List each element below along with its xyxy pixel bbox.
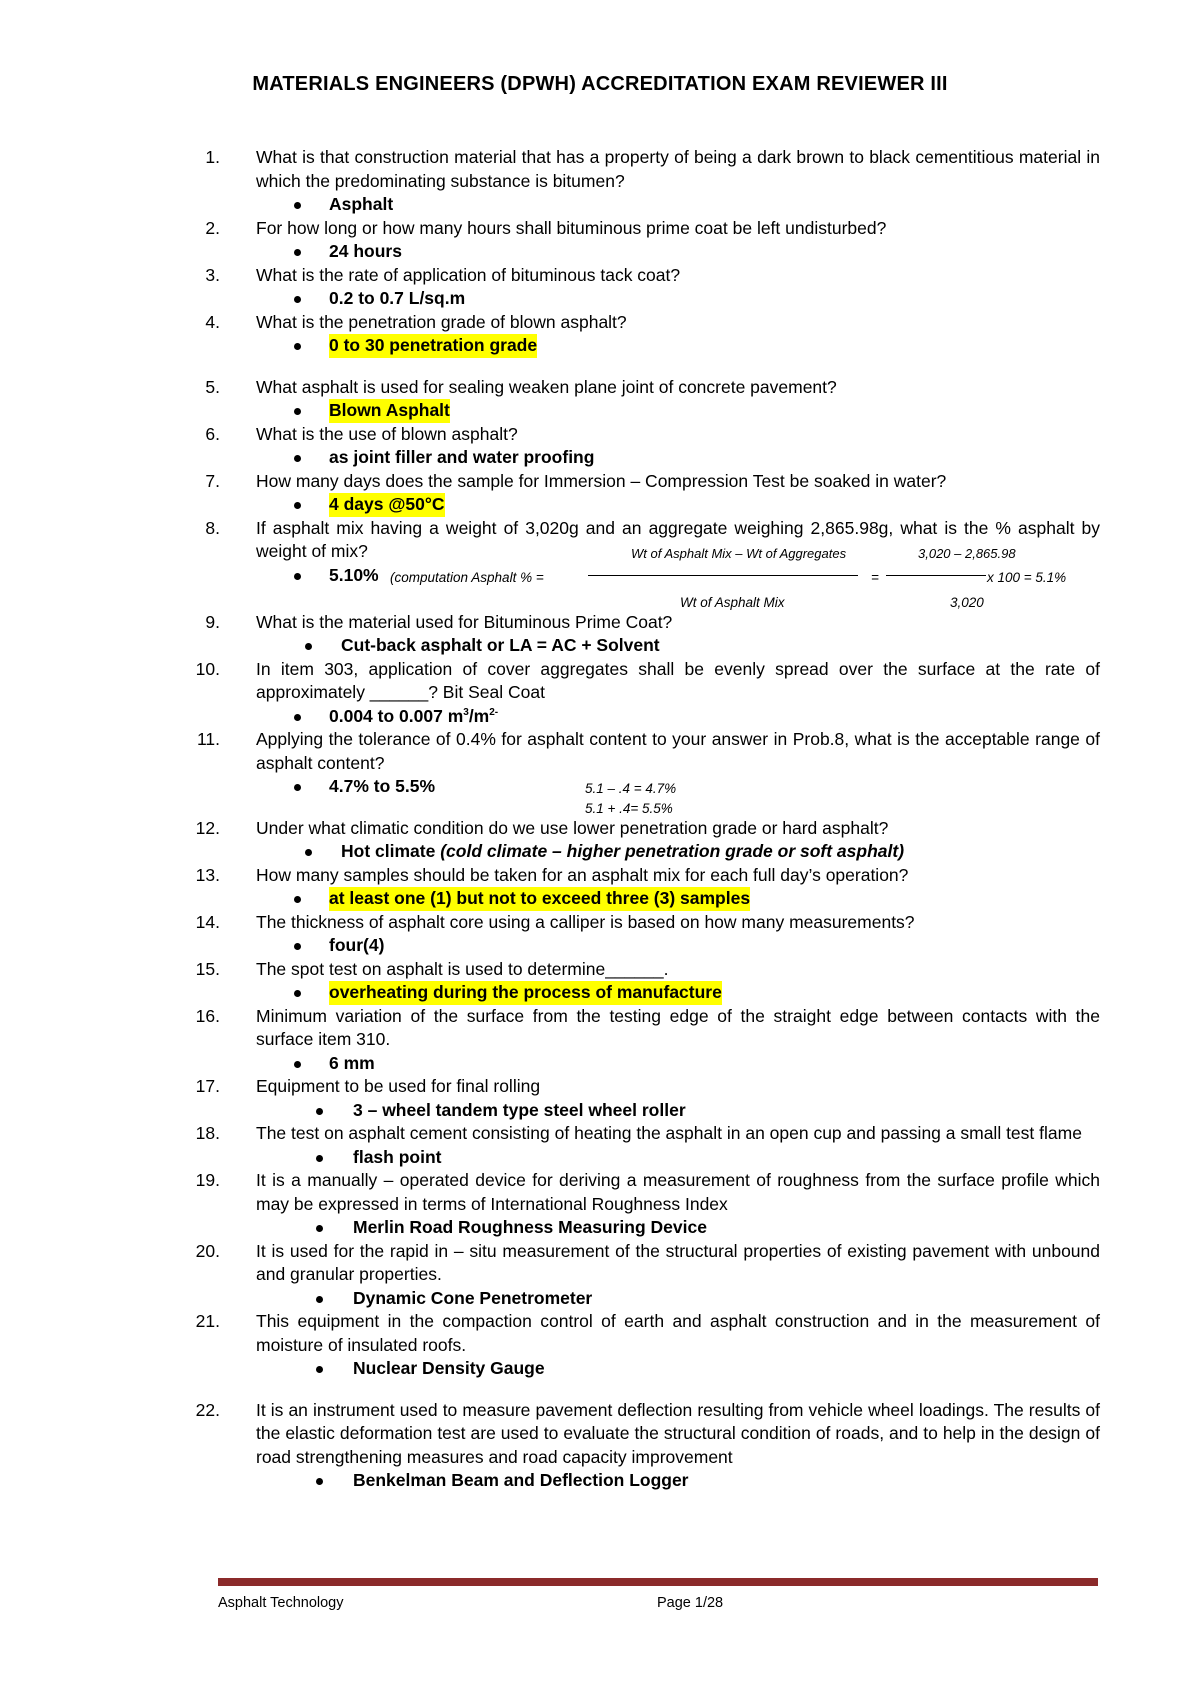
question-text: If asphalt mix having a weight of 3,020g and an aggregate weighing 2,865.98g, what is the % asphalt by weight of mix? xyxy=(256,517,1100,561)
answer-item xyxy=(0,446,1200,470)
footer-document-name: Asphalt Technology xyxy=(218,1595,344,1611)
answer-item xyxy=(0,193,1200,217)
question-text: It is a manually – operated device for deriving a measurement of roughness from the surface profile which may be expressed in terms of International Roughness Index xyxy=(256,1170,1100,1214)
answer-item xyxy=(0,1357,1200,1381)
question-item xyxy=(0,1399,1200,1470)
question-item xyxy=(0,217,1200,241)
bullet-icon xyxy=(294,343,301,350)
tolerance-calc: 5.1 – .4 = 4.7% xyxy=(585,781,677,796)
question-item xyxy=(0,376,1200,400)
question-number: 19. xyxy=(195,1170,220,1190)
question-number: 10. xyxy=(195,658,220,679)
question-item xyxy=(0,264,1200,288)
answer-text: Dynamic Cone Penetrometer xyxy=(353,1287,593,1308)
question-number: 5. xyxy=(205,376,220,397)
question-text: What is the penetration grade of blown asphalt? xyxy=(256,311,627,332)
answer-text: Benkelman Beam and Deflection Logger xyxy=(353,1470,689,1490)
answer-item xyxy=(0,887,1200,911)
question-text: This equipment in the compaction control of earth and asphalt construction and in the measurement of moisture of insulated roofs. xyxy=(256,1311,1100,1355)
answer-text: 6 mm xyxy=(329,1052,375,1073)
bullet-icon xyxy=(294,943,301,950)
answer-text: four(4) xyxy=(329,935,385,955)
question-number: 18. xyxy=(195,1123,220,1143)
bullet-icon xyxy=(316,1225,323,1232)
question-text: How many days does the sample for Immersion – Compression Test be soaked in water? xyxy=(256,470,947,491)
computation-denominator: Wt of Asphalt Mix xyxy=(680,595,785,610)
question-number: 12. xyxy=(195,817,220,838)
question-text: What asphalt is used for sealing weaken plane joint of concrete pavement? xyxy=(256,376,837,397)
bullet-icon xyxy=(294,990,301,997)
answer-item xyxy=(0,1099,1200,1123)
question-text: What is the use of blown asphalt? xyxy=(256,423,518,444)
answer-item xyxy=(0,1469,1200,1493)
answer-item xyxy=(0,1052,1200,1076)
answer-text: 0.004 to 0.007 $m^3/m^{2-}$ xyxy=(329,705,499,726)
question-number: 21. xyxy=(195,1311,220,1331)
question-text: How many samples should be taken for an asphalt mix for each full day’s operation? xyxy=(256,864,909,885)
computation-result: x 100 = 5.1% xyxy=(987,569,1067,585)
bullet-icon xyxy=(294,296,301,303)
answer-item xyxy=(0,564,1200,588)
question-text: For how long or how many hours shall bituminous prime coat be left undisturbed? xyxy=(256,217,887,238)
question-item xyxy=(0,728,1200,775)
question-item xyxy=(0,311,1200,335)
question-item xyxy=(0,817,1200,841)
answer-item xyxy=(0,334,1200,358)
answer-text: 3 – wheel tandem type steel wheel roller xyxy=(353,1099,686,1120)
answer-item xyxy=(0,1146,1200,1170)
question-number: 22. xyxy=(195,1399,220,1420)
question-number: 13. xyxy=(195,864,220,885)
answer-text: 24 hours xyxy=(329,241,402,261)
computation-denominator-row xyxy=(0,587,1200,611)
question-number: 4. xyxy=(205,311,220,332)
bullet-icon xyxy=(294,784,301,791)
question-text: What is the rate of application of bituminous tack coat? xyxy=(256,264,681,285)
question-item xyxy=(0,1240,1200,1287)
answer-item xyxy=(0,934,1200,958)
bullet-icon xyxy=(294,1061,301,1068)
answer-text: Merlin Road Roughness Measuring Device xyxy=(353,1217,707,1237)
answer-text: Nuclear Density Gauge xyxy=(353,1358,545,1378)
answer-text: overheating during the process of manufacture xyxy=(329,981,722,1005)
question-number: 9. xyxy=(205,611,220,632)
tolerance-calc: 5.1 + .4= 5.5% xyxy=(585,800,673,816)
answer-text: 5.10% xyxy=(329,564,379,585)
fraction-line xyxy=(588,575,858,576)
answer-text: Cut-back asphalt or LA = AC + Solvent xyxy=(341,635,660,655)
answer-text: flash point xyxy=(353,1146,442,1167)
answer-item xyxy=(0,775,1200,799)
question-number: 6. xyxy=(205,423,220,444)
question-text: It is an instrument used to measure pavement deflection resulting from vehicle wheel loadings. The results of the elastic deformation test are used to evaluate the structural condition of roads, and to help in the design of road strengthening measures and road capacity improvement xyxy=(256,1399,1100,1467)
question-text: Minimum variation of the surface from the testing edge of the straight edge between contacts with the surface item 310. xyxy=(256,1005,1100,1049)
question-item xyxy=(0,1310,1200,1357)
question-text: In item 303, application of cover aggregates shall be evenly spread over the surface at the rate of approximately ______? Bit Seal Coat xyxy=(256,658,1100,702)
question-item xyxy=(0,658,1200,705)
question-item xyxy=(0,611,1200,635)
footer-page-number: Page 1/28 xyxy=(657,1595,724,1611)
fraction-line xyxy=(886,575,986,576)
answer-item xyxy=(0,840,1200,864)
bullet-icon xyxy=(294,714,301,721)
footer-divider xyxy=(218,1578,1098,1586)
question-number: 16. xyxy=(195,1005,220,1026)
answer-item xyxy=(0,1216,1200,1240)
question-number: 11. xyxy=(196,729,220,749)
answer-text: 4 days @50°C xyxy=(329,493,445,517)
computation-equals: = xyxy=(871,569,879,585)
document-title: MATERIALS ENGINEERS (DPWH) ACCREDITATION EXAM REVIEWER III xyxy=(252,73,948,95)
bullet-icon xyxy=(294,896,301,903)
bullet-icon xyxy=(316,1296,323,1303)
bullet-icon xyxy=(294,408,301,415)
question-list xyxy=(0,146,1200,1493)
question-item xyxy=(0,958,1200,982)
bullet-icon xyxy=(305,643,312,650)
bullet-icon xyxy=(316,1108,323,1115)
bullet-icon xyxy=(294,249,301,256)
question-item xyxy=(0,1005,1200,1052)
answer-text: at least one (1) but not to exceed three (3) samples xyxy=(329,887,750,911)
bullet-icon xyxy=(294,202,301,209)
question-item xyxy=(0,1169,1200,1216)
question-text: What is the material used for Bituminous Prime Coat? xyxy=(256,611,673,632)
answer-item xyxy=(0,399,1200,423)
bullet-icon xyxy=(316,1478,323,1485)
answer-item xyxy=(0,1287,1200,1311)
question-text: The spot test on asphalt is used to determine______. xyxy=(256,958,669,979)
computation-denominator-value: 3,020 xyxy=(950,595,984,610)
bullet-icon xyxy=(305,849,312,856)
question-number: 7. xyxy=(205,470,220,491)
question-number: 20. xyxy=(195,1240,220,1261)
question-number: 8. xyxy=(205,517,220,538)
bullet-icon xyxy=(294,455,301,462)
question-text: What is that construction material that has a property of being a dark brown to black cementitious material in which the predominating substance is bitumen? xyxy=(256,147,1100,191)
question-item xyxy=(0,146,1200,193)
answer-item xyxy=(0,240,1200,264)
bullet-icon xyxy=(316,1366,323,1373)
bullet-icon xyxy=(316,1155,323,1162)
answer-text: Asphalt xyxy=(329,194,394,214)
answer-item xyxy=(0,705,1200,729)
question-number: 14. xyxy=(195,911,220,932)
answer-text: Hot climate (cold climate – higher penetration grade or soft asphalt) xyxy=(341,841,905,861)
answer-calc-row xyxy=(0,799,1200,817)
computation-numerator: Wt of Asphalt Mix – Wt of Aggregates xyxy=(631,545,847,561)
question-text: The thickness of asphalt core using a calliper is based on how many measurements? xyxy=(256,911,915,932)
computation-label: (computation Asphalt % = xyxy=(390,569,544,585)
answer-text: as joint filler and water proofing xyxy=(329,447,595,467)
answer-text: 0.2 to 0.7 L/sq.m xyxy=(329,288,466,308)
question-item xyxy=(0,517,1200,564)
question-item xyxy=(0,1075,1200,1099)
answer-item xyxy=(0,981,1200,1005)
question-item xyxy=(0,1122,1200,1146)
question-item xyxy=(0,470,1200,494)
bullet-icon xyxy=(294,573,301,580)
answer-item xyxy=(0,493,1200,517)
question-item xyxy=(0,864,1200,888)
question-number: 15. xyxy=(195,958,220,979)
question-text: The test on asphalt cement consisting of heating the asphalt in an open cup and passing a small test flame xyxy=(256,1123,1082,1143)
question-text: Under what climatic condition do we use lower penetration grade or hard asphalt? xyxy=(256,817,889,838)
question-number: 2. xyxy=(205,217,220,238)
question-text: Equipment to be used for final rolling xyxy=(256,1076,541,1096)
question-text: Applying the tolerance of 0.4% for asphalt content to your answer in Prob.8, what is the acceptable range of asphalt content? xyxy=(256,729,1100,773)
computation-numerator-values: 3,020 – 2,865.98 xyxy=(918,545,1016,561)
answer-text: 0 to 30 penetration grade xyxy=(329,334,537,358)
question-number: 1. xyxy=(205,147,220,167)
answer-text: 4.7% to 5.5% xyxy=(329,776,436,796)
question-text: It is used for the rapid in – situ measurement of the structural properties of existing pavement with unbound and granular properties. xyxy=(256,1240,1100,1284)
question-number: 17. xyxy=(195,1076,220,1096)
question-item xyxy=(0,911,1200,935)
answer-text: Blown Asphalt xyxy=(329,399,450,423)
answer-item xyxy=(0,634,1200,658)
question-number: 3. xyxy=(205,264,220,285)
bullet-icon xyxy=(294,502,301,509)
answer-item xyxy=(0,287,1200,311)
question-item xyxy=(0,423,1200,447)
